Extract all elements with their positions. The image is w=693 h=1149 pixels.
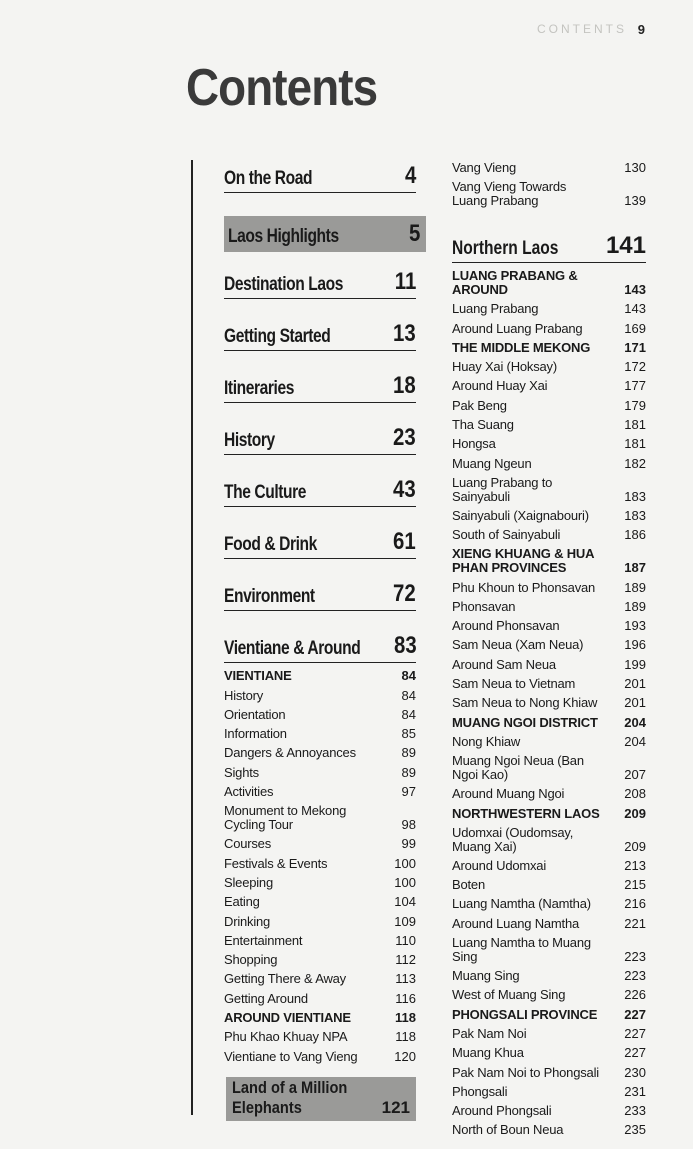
entry-title: Phu Khao Khuay NPA [224,1029,348,1045]
entry-page: 179 [624,397,646,413]
entry-page: 99 [401,836,416,852]
toc-entry[interactable] [452,801,646,820]
entry-page: 183 [624,488,646,504]
toc-entry[interactable] [452,983,646,1002]
toc-entry[interactable] [452,451,646,470]
entry-title: LUANG PRABANG & AROUND [452,268,578,297]
entry-page: 186 [624,527,646,543]
chapter-entry[interactable] [224,162,416,193]
toc-entry[interactable] [452,1041,646,1060]
chapter-entry[interactable] [224,372,416,403]
chapter-title: Land of a Million Elephants [232,1078,348,1117]
entry-page: 181 [624,417,646,433]
toc-entry[interactable] [452,1022,646,1041]
entry-title: PHONGSALI PROVINCE [452,1006,598,1022]
toc-entry[interactable] [452,413,646,432]
entry-page: 227 [624,1045,646,1061]
entry-page: 130 [624,160,646,176]
running-head: CONTENTS [537,22,627,36]
entry-title: Pak Nam Noi [452,1025,527,1041]
chapter-title: The Culture [224,482,307,503]
toc-entry[interactable] [224,948,416,967]
entry-title: THE MIDDLE MEKONG [452,339,591,355]
entry-page: 204 [624,733,646,749]
toc-entry[interactable] [224,722,416,741]
entry-page: 182 [624,455,646,471]
toc-entry[interactable] [452,316,646,335]
chapter-page: 13 [393,320,416,347]
entry-page: 193 [624,618,646,634]
chapter-page: 23 [393,424,416,451]
entry-title: Luang Prabang [452,301,539,317]
chapter-page: 4 [404,162,416,189]
entry-page: 201 [624,695,646,711]
entry-page: 213 [624,857,646,873]
entry-title: Sights [224,764,259,780]
entry-page: 84 [401,668,416,684]
chapter-entry[interactable] [224,424,416,455]
entry-page: 231 [624,1083,646,1099]
entry-title: Pak Nam Noi to Phongsali [452,1064,599,1080]
toc-entry[interactable] [452,393,646,412]
entry-title: Vientiane to Vang Vieng [224,1048,358,1064]
toc-entry[interactable] [224,703,416,722]
toc-entry[interactable] [452,821,646,854]
entry-title: Phu Khoun to Phonsavan [452,579,596,595]
entry-page: 201 [624,676,646,692]
entry-page: 84 [401,687,416,703]
entry-title: AROUND VIENTIANE [224,1010,351,1026]
entry-page: 89 [401,764,416,780]
entry-page: 233 [624,1103,646,1119]
toc-entry[interactable] [224,832,416,851]
toc-entry[interactable] [452,542,646,575]
entry-page: 207 [624,766,646,782]
chapter-title: Itineraries [224,378,294,399]
toc-entry[interactable] [224,890,416,909]
entry-page: 143 [624,301,646,317]
entry-title: XIENG KHUANG & HUA PHAN PROVINCES [452,546,594,576]
entry-title: Around Luang Prabang [452,320,583,336]
toc-entry[interactable] [452,614,646,633]
toc-entry[interactable] [452,964,646,983]
toc-entry[interactable] [224,1025,416,1044]
toc-entry[interactable] [452,873,646,892]
entry-title: Information [224,726,287,742]
bleed-through-text [60,95,76,169]
entry-page: 139 [624,193,646,209]
entry-page: 84 [401,706,416,722]
chapter-page: 11 [394,268,416,295]
toc-entry[interactable] [452,1080,646,1099]
chapter-entry[interactable] [224,476,416,507]
entry-title: Around Luang Namtha [452,915,580,931]
toc-entry[interactable] [452,672,646,691]
entry-page: 183 [624,507,646,523]
entry-title: Festivals & Events [224,855,328,871]
toc-entry[interactable] [452,931,646,964]
entry-page: 235 [624,1122,646,1138]
entry-title: Drinking [224,913,271,929]
entry-page: 89 [401,745,416,761]
entry-page: 177 [624,378,646,394]
entry-title: Hongsa [452,436,496,452]
entry-title: VIENTIANE [224,668,292,684]
chapter-entry[interactable] [224,268,416,299]
entry-page: 227 [624,1025,646,1041]
entry-title: Vang Vieng [452,160,517,176]
entry-title: Tha Suang [452,417,514,433]
entry-page: 113 [395,971,416,987]
entry-page: 171 [624,339,646,355]
entry-title: Udomxai (Oudomsay, Muang Xai) [452,824,574,854]
entry-title: Muang Ngeun [452,455,532,471]
toc-entry[interactable] [452,336,646,355]
entry-page: 172 [624,359,646,375]
entry-title: Sam Neua (Xam Neua) [452,637,584,653]
entry-page: 189 [624,598,646,614]
toc-entry[interactable] [452,633,646,652]
entry-page: 97 [401,784,416,800]
entry-title: History [224,687,264,703]
toc-entry[interactable] [452,595,646,614]
toc-entry[interactable] [452,355,646,374]
toc-entry[interactable] [452,854,646,873]
entry-title: Sam Neua to Vietnam [452,676,576,692]
entry-title: Luang Namtha to Muang Sing [452,934,591,964]
entry-page: 85 [401,726,416,742]
toc-entry[interactable] [224,799,416,832]
entry-page: 143 [624,282,646,297]
chapter-title: Food & Drink [224,534,317,555]
toc-entry[interactable] [224,871,416,890]
entry-page: 230 [624,1064,646,1080]
chapter-title: Northern Laos [452,238,559,259]
entry-title: North of Boun Neua [452,1122,564,1138]
toc-entry[interactable] [452,504,646,523]
page-number: 9 [637,22,645,37]
entry-page: 221 [624,915,646,931]
entry-title: Muang Khua [452,1045,524,1061]
chapter-title: Laos Highlights [228,226,339,247]
entry-title: Eating [224,894,260,910]
toc-entry[interactable] [224,741,416,760]
toc-entry[interactable] [452,1099,646,1118]
entry-page: 112 [395,952,416,968]
entry-title: Getting There & Away [224,971,346,987]
entry-page: 196 [624,637,646,653]
entry-title: West of Muang Sing [452,987,566,1003]
entry-page: 100 [394,874,416,890]
toc-entry[interactable] [452,730,646,749]
toc-entry[interactable] [452,471,646,504]
chapter-title: Destination Laos [224,274,343,295]
entry-title: Around Muang Ngoi [452,786,565,802]
chapter-page: 72 [393,580,416,607]
toc-entry[interactable] [452,374,646,393]
toc-entry[interactable] [452,911,646,930]
entry-title: Muang Sing [452,968,520,984]
entry-page: 209 [624,838,646,854]
toc-entry[interactable] [452,575,646,594]
chapter-page: 61 [393,528,416,555]
entry-title: Vang Vieng Towards Luang Prabang [452,179,567,209]
entry-title: Pak Beng [452,397,507,413]
entry-page: 116 [395,990,416,1006]
entry-page: 187 [624,560,646,576]
entry-page: 204 [624,714,646,730]
entry-page: 118 [395,1029,416,1045]
entry-title: MUANG NGOI DISTRICT [452,714,598,730]
entry-page: 98 [401,817,416,833]
toc-entry[interactable] [452,1002,646,1021]
entry-page: 110 [395,932,416,948]
toc-entry[interactable] [224,851,416,870]
entry-title: South of Sainyabuli [452,527,561,543]
toc-entry[interactable] [224,929,416,948]
entry-title: Around Phonsavan [452,618,560,634]
toc-entry[interactable] [224,760,416,779]
entry-page: 169 [624,320,646,336]
chapter-page: 141 [605,232,646,259]
toc-entry[interactable] [452,432,646,451]
toc-entry[interactable] [224,664,416,683]
entry-title: Dangers & Annoyances [224,745,356,761]
entry-page: 223 [624,948,646,964]
entry-page: 118 [395,1010,416,1026]
entry-title: Around Phongsali [452,1103,552,1119]
entry-title: Courses [224,836,272,852]
chapter-entry[interactable] [224,528,416,559]
entry-title: Boten [452,877,485,893]
entry-title: Around Udomxai [452,857,547,873]
chapter-title: Environment [224,586,315,607]
entry-page: 209 [624,805,646,821]
toc-entry[interactable] [224,967,416,986]
chapter-page: 18 [393,372,416,399]
entry-title: Luang Namtha (Namtha) [452,896,591,912]
entry-page: 208 [624,786,646,802]
chapter-page: 43 [393,476,416,503]
toc-entry[interactable] [224,780,416,799]
toc-entry[interactable] [452,691,646,710]
entry-title: Sam Neua to Nong Khiaw [452,695,598,711]
entry-title: Sainyabuli (Xaignabouri) [452,507,589,523]
toc-entry[interactable] [452,297,646,316]
entry-title: Phongsali [452,1083,508,1099]
entry-title: Monument to Mekong Cycling Tour [224,803,347,833]
chapter-page: 121 [381,1098,410,1117]
entry-title: Sleeping [224,874,273,890]
entry-title: Shopping [224,952,278,968]
vertical-rule [191,160,193,1115]
entry-page: 226 [624,987,646,1003]
entry-page: 215 [624,877,646,893]
toc-entry[interactable] [224,986,416,1005]
toc-entry[interactable] [224,1006,416,1025]
toc-entry[interactable] [452,523,646,542]
entry-title: Muang Ngoi Neua (Ban Ngoi Kao) [452,752,584,782]
chapter-title: History [224,430,275,451]
toc-entry[interactable] [452,710,646,729]
entry-page: 100 [394,855,416,871]
entry-page: 120 [394,1048,416,1064]
entry-page: 216 [624,896,646,912]
toc-entry[interactable] [452,652,646,671]
chapter-title: Getting Started [224,326,331,347]
entry-page: 227 [624,1006,646,1022]
toc-entry[interactable] [452,1118,646,1137]
entry-title: Entertainment [224,932,303,948]
toc-entry[interactable] [452,1060,646,1079]
toc-entry[interactable] [452,749,646,782]
toc-entry[interactable] [452,264,646,297]
toc-entry[interactable] [452,156,646,175]
toc-entry[interactable] [224,683,416,702]
chapter-entry[interactable] [224,320,416,351]
entry-title: NORTHWESTERN LAOS [452,805,600,821]
chapter-title: On the Road [224,168,313,189]
chapter-page: 83 [394,632,417,659]
page-title: Contents [186,59,378,117]
toc-entry[interactable] [224,909,416,928]
chapter-title: Vientiane & Around [224,638,361,659]
chapter-page: 5 [408,220,420,247]
entry-title: Phonsavan [452,598,516,614]
entry-title: Orientation [224,706,286,722]
entry-page: 189 [624,579,646,595]
entry-page: 181 [624,436,646,452]
toc-entry[interactable] [452,892,646,911]
entry-title: Around Sam Neua [452,656,556,672]
entry-page: 109 [394,913,416,929]
entry-page: 223 [624,968,646,984]
chapter-entry[interactable] [224,632,416,663]
entry-title: Nong Khiaw [452,733,521,749]
chapter-entry[interactable] [224,580,416,611]
entry-title: Luang Prabang to Sainyabuli [452,474,553,504]
chapter-entry[interactable] [224,216,426,252]
entry-page: 104 [394,894,416,910]
entry-title: Huay Xai (Hoksay) [452,359,557,375]
toc-entry[interactable] [224,1044,416,1063]
entry-title: Getting Around [224,990,308,1006]
toc-entry[interactable] [452,175,646,208]
entry-page: 199 [624,656,646,672]
chapter-northern-laos[interactable] [452,232,646,263]
entry-title: Around Huay Xai [452,378,548,394]
chapter-land-of-a-million-elephants[interactable] [226,1077,416,1121]
toc-entry[interactable] [452,782,646,801]
entry-title: Activities [224,784,274,800]
